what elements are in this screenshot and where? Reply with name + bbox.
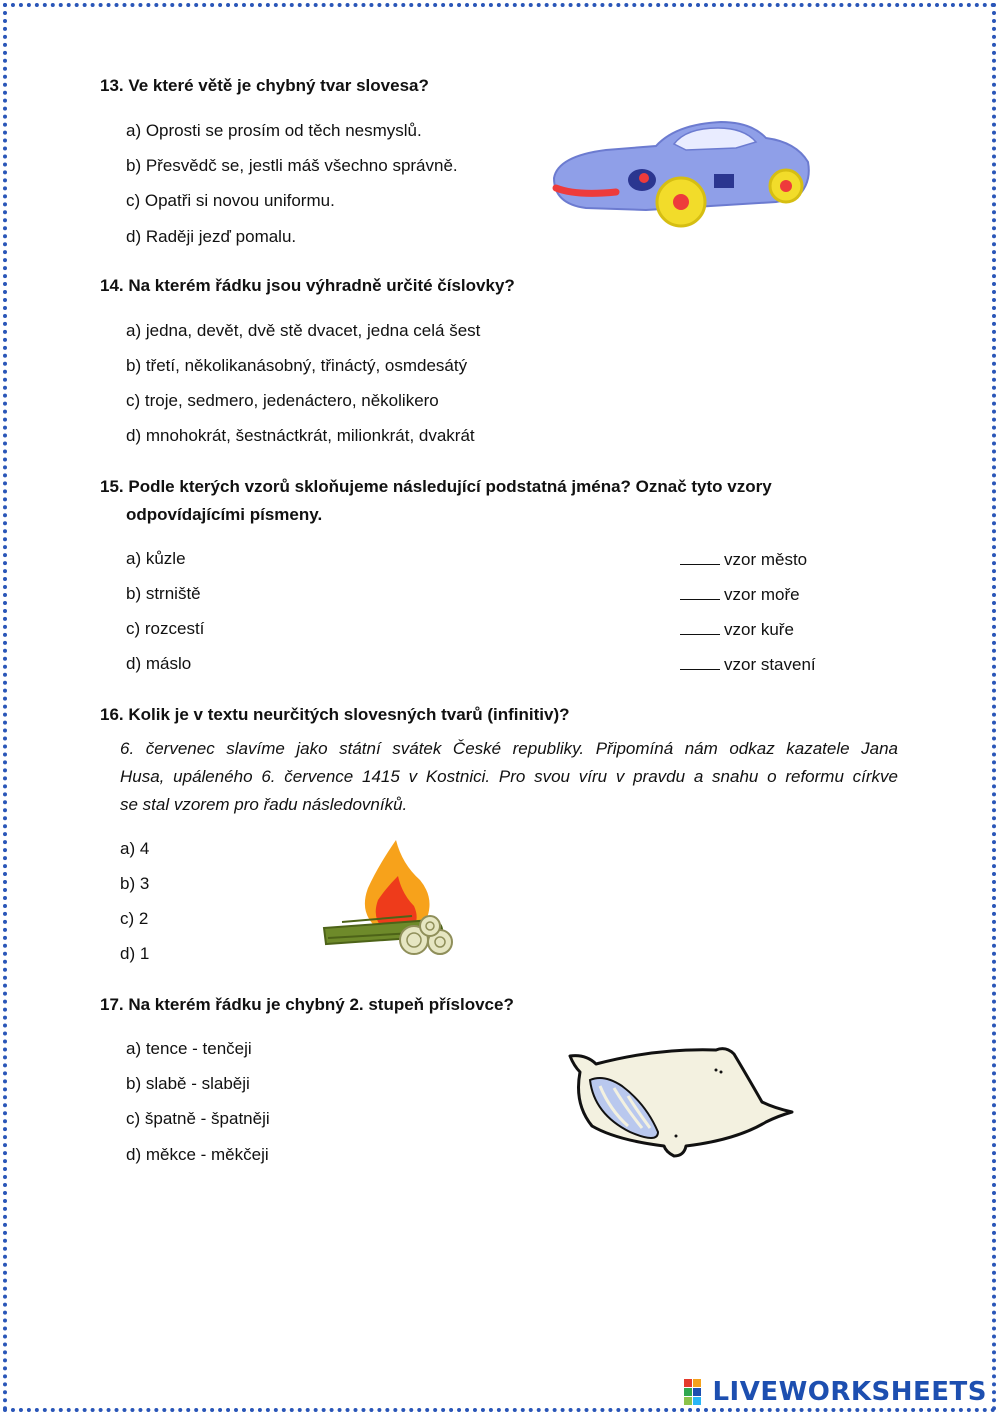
liveworksheets-logo [684, 1375, 987, 1409]
q13-option-b[interactable]: b) Přesvědč se, jestli máš všechno správně. [126, 156, 458, 175]
q15-noun-c: c) rozcestí [126, 619, 205, 638]
q15-pattern-label: vzor kuře [724, 620, 794, 639]
q16-option-d[interactable]: d) 1 [120, 944, 150, 963]
q13-option-d[interactable]: d) Raději jezď pomalu. [126, 227, 297, 246]
q16-option-c[interactable]: c) 2 [120, 909, 149, 928]
pillow-illustration [566, 1044, 796, 1162]
q17-option-c[interactable]: c) špatně - špatněji [126, 1109, 270, 1128]
q15-noun-a: a) kůzle [126, 549, 186, 568]
q16-text-line-1: 6. červenec slavíme jako státní svátek České republiky. Připomíná nám odkaz kazatele Jana [120, 739, 898, 758]
q15-answer-blank[interactable] [680, 548, 720, 565]
liveworksheets-logo-text: LIVEWORKSHEETS [712, 1377, 987, 1407]
campfire-illustration [322, 836, 462, 956]
question-17-title: 17. Na kterém řádku je chybný 2. stupeň příslovce? [100, 995, 514, 1014]
q16-text-line-3: se stal vzorem pro řadu následovníků. [120, 795, 408, 814]
q15-pattern-row [680, 653, 816, 676]
q13-option-c[interactable]: c) Opatři si novou uniformu. [126, 191, 335, 210]
q14-option-b[interactable]: b) třetí, několikanásobný, třináctý, osmdesátý [126, 356, 468, 375]
q15-pattern-row [680, 548, 807, 571]
q15-pattern-label: vzor město [724, 550, 808, 569]
question-13-title: 13. Ve které větě je chybný tvar slovesa? [100, 76, 429, 95]
q15-noun-d: d) máslo [126, 654, 192, 673]
q14-option-d[interactable]: d) mnohokrát, šestnáctkrát, milionkrát, dvakrát [126, 426, 475, 445]
q15-noun-b: b) strniště [126, 584, 201, 603]
q15-pattern-label: vzor moře [724, 585, 800, 604]
q17-option-b[interactable]: b) slabě - slaběji [126, 1074, 250, 1093]
question-15-title: 15. Podle kterých vzorů skloňujeme následující podstatná jména? Označ tyto vzory [100, 477, 772, 496]
q15-answer-blank[interactable] [680, 618, 720, 635]
liveworksheets-logo-icon [684, 1379, 710, 1405]
q15-answer-blank[interactable] [680, 583, 720, 600]
q16-option-b[interactable]: b) 3 [120, 874, 150, 893]
q16-option-a[interactable]: a) 4 [120, 839, 150, 858]
q15-pattern-label: vzor stavení [724, 655, 816, 674]
q16-text-line-2: Husa, upáleného 6. července 1415 v Kostnici. Pro svou víru v pravdu a snahu o reformu církve [120, 767, 898, 786]
q17-option-d[interactable]: d) měkce - měkčeji [126, 1145, 269, 1164]
question-14-title: 14. Na kterém řádku jsou výhradně určité číslovky? [100, 276, 515, 295]
q14-option-a[interactable]: a) jedna, devět, dvě stě dvacet, jedna celá šest [126, 321, 481, 340]
question-16-title: 16. Kolik je v textu neurčitých slovesných tvarů (infinitiv)? [100, 705, 570, 724]
q17-option-a[interactable]: a) tence - tenčeji [126, 1039, 252, 1058]
question-15-title-cont: odpovídajícími písmeny. [126, 505, 323, 524]
q14-option-c[interactable]: c) troje, sedmero, jedenáctero, několikero [126, 391, 439, 410]
q15-pattern-row [680, 618, 794, 641]
car-illustration [546, 116, 814, 236]
q13-option-a[interactable]: a) Oprosti se prosím od těch nesmyslů. [126, 121, 422, 140]
q15-pattern-row [680, 583, 800, 606]
q15-answer-blank[interactable] [680, 653, 720, 670]
